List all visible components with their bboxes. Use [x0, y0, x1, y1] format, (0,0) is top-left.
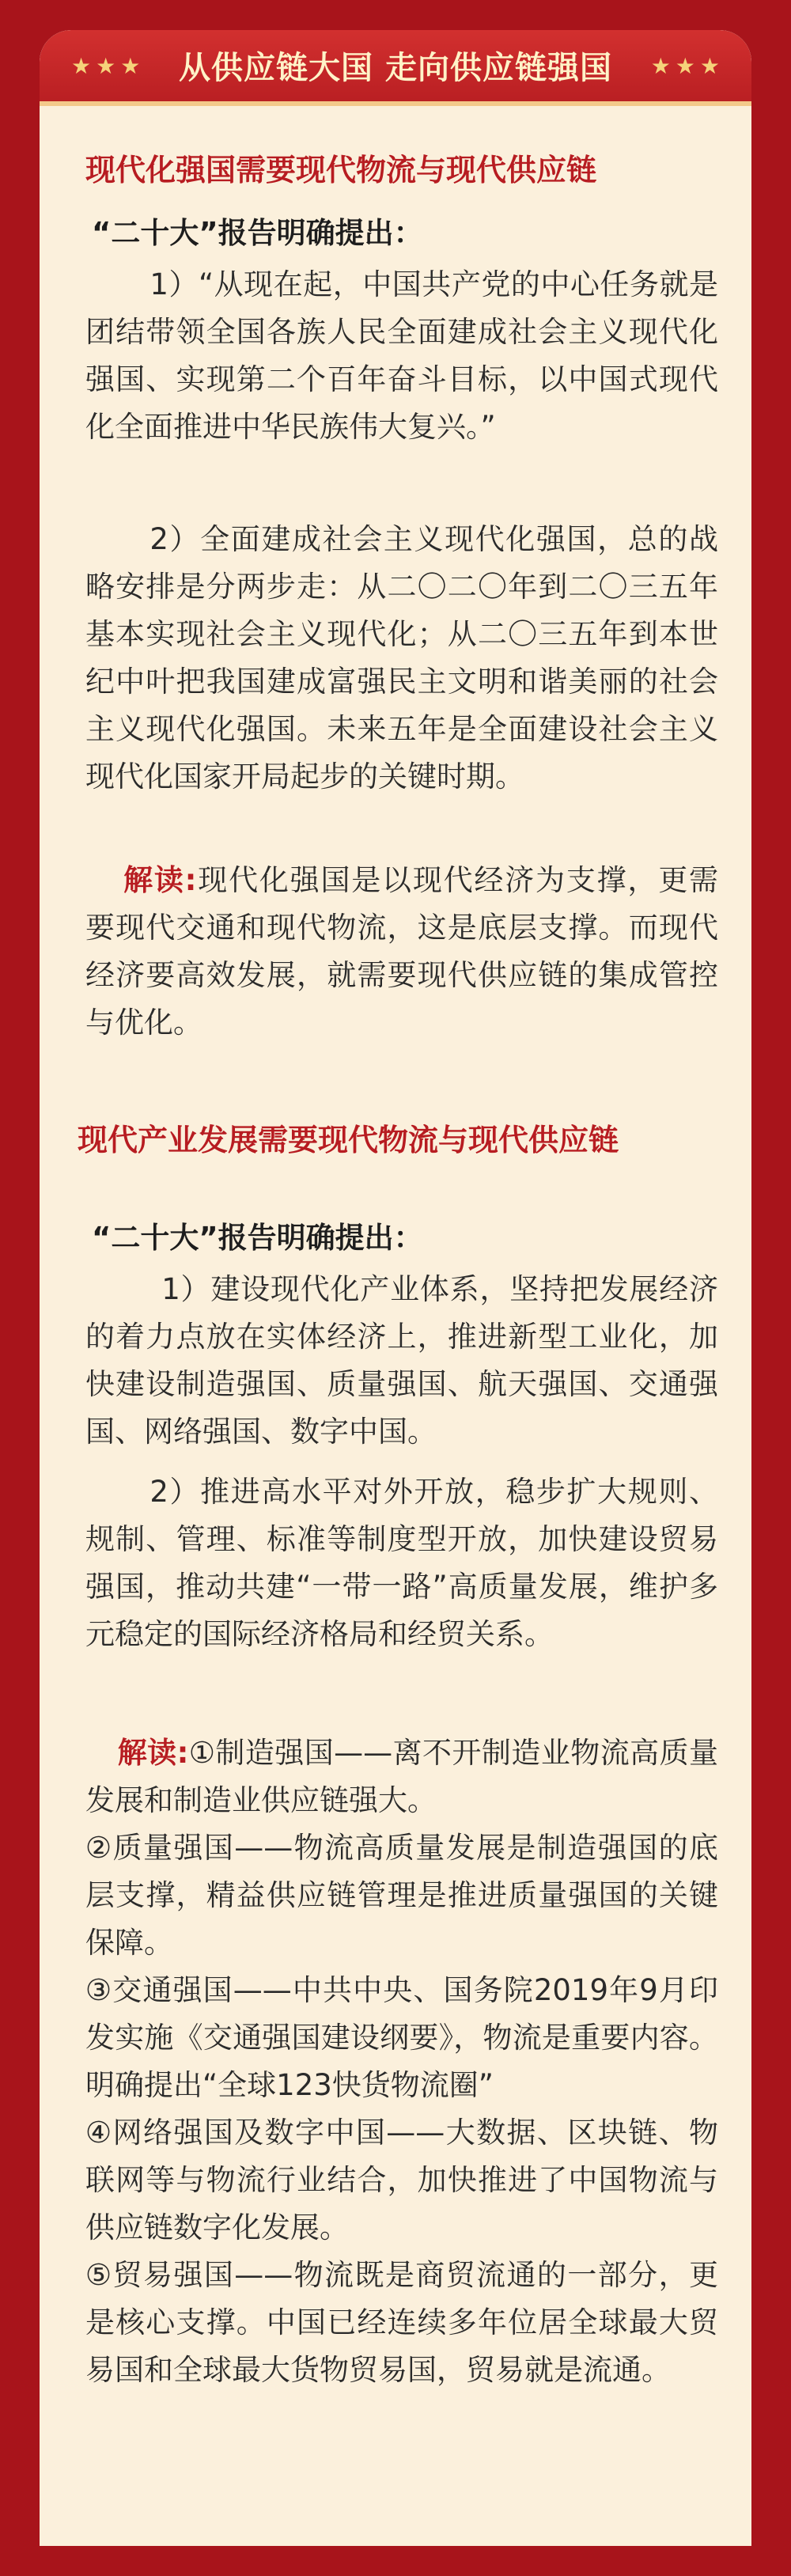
- section2-interpretation: [85, 1729, 718, 2394]
- section1-point2: [85, 516, 718, 801]
- section2-item-3-text: ③交通强国——中共中央、国务院2019年9月印发实施《交通强国建设纲要》，物流是重要内容。明确提出“全球123快货物流圈”: [85, 1973, 718, 2102]
- section2-heading: 现代产业发展需要现代物流与现代供应链: [78, 1123, 619, 1157]
- section2-sub-heading: “二十大”报告明确提出：: [92, 1221, 423, 1255]
- section2-item-4-text: ④网络强国及数字中国——大数据、区块链、物联网等与物流行业结合，加快推进了中国物流与供应链数字化发展。: [85, 2116, 718, 2245]
- section2-item-2: [85, 1824, 718, 1967]
- section1-interpretation: [85, 857, 718, 1047]
- section2-item-5-text: ⑤贸易强国——物流既是商贸流通的一部分，更是核心支撑。中国已经连续多年位居全球最大贸易国和全球最大货物贸易国，贸易就是流通。: [85, 2258, 718, 2387]
- section2-item-1: [85, 1729, 718, 1824]
- section2-interpretation-label: 解读:: [117, 1736, 189, 1770]
- stars-right-icon: ★★★: [650, 53, 725, 79]
- banner-title: 从供应链大国 走向供应链强国: [179, 50, 612, 86]
- section1-sub-heading: “二十大”报告明确提出：: [92, 216, 423, 250]
- section1-interpretation-text: 现代化强国是以现代经济为支撑，更需要现代交通和现代物流，这是底层支撑。而现代经济要高效发展，就需要现代供应链的集成管控与优化。: [85, 863, 719, 1040]
- section2-item-1-text: ①制造强国——离不开制造业物流高质量发展和制造业供应链强大。: [85, 1736, 719, 1817]
- section2-item-4: [85, 2109, 718, 2252]
- section2-item-3: [85, 1967, 718, 2109]
- section1-point1: [85, 261, 718, 451]
- stars-left-icon: ★★★: [71, 53, 146, 79]
- section2-item-2-text: ②质量强国——物流高质量发展是制造强国的底层支撑，精益供应链管理是推进质量强国的关键保障。: [85, 1831, 718, 1960]
- section1-interpretation-label: 解读:: [123, 863, 197, 897]
- title-banner: [40, 30, 751, 106]
- section2-point1-text: 1）建设现代化产业体系，坚持把发展经济的着力点放在实体经济上，推进新型工业化，加快建设制造强国、质量强国、航天强国、交通强国、网络强国、数字中国。: [85, 1272, 718, 1449]
- content-card: [40, 30, 751, 2546]
- section1-point1-text: 1）“从现在起，中国共产党的中心任务就是团结带领全国各族人民全面建成社会主义现代化强国、实现第二个百年奋斗目标，以中国式现代化全面推进中华民族伟大复兴。”: [85, 267, 718, 444]
- section2-point1: [85, 1266, 718, 1456]
- section2-item-5: [85, 2252, 718, 2394]
- section2-point2-text: 2）推进高水平对外开放，稳步扩大规则、规制、管理、标准等制度型开放，加快建设贸易强国，推动共建“一带一路”高质量发展，维护多元稳定的国际经济格局和经贸关系。: [85, 1475, 718, 1651]
- section1-heading: 现代化强国需要现代物流与现代供应链: [85, 153, 597, 188]
- section1-point2-text: 2）全面建成社会主义现代化强国，总的战略安排是分两步走：从二〇二〇年到二〇三五年基本实现社会主义现代化；从二〇三五年到本世纪中叶把我国建成富强民主文明和谐美丽的社会主义现代化强国。未来五年是全面建设社会主义现代化国家开局起步的关键时期。: [85, 522, 718, 794]
- section2-point2: [85, 1468, 718, 1658]
